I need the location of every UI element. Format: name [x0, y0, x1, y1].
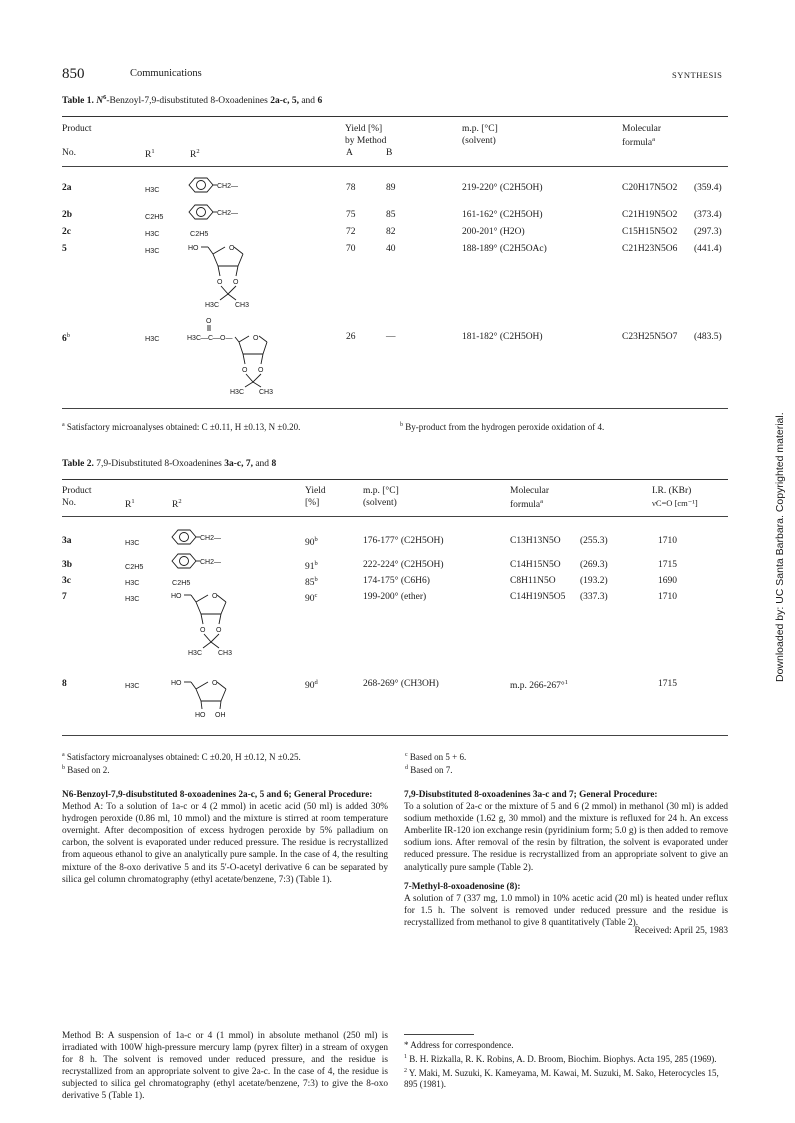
t2-col-solvent: (solvent) — [363, 498, 397, 508]
svg-text:O: O — [206, 318, 212, 325]
t2-row-no: 3b — [62, 560, 73, 570]
t1-row-r1: H3C — [145, 229, 160, 238]
svg-text:O: O — [258, 367, 264, 374]
t1-row-mp: 161-162° (C2H5OH) — [462, 210, 543, 220]
t2-row-ir: 1710 — [658, 592, 677, 602]
journal-name: SYNTHESIS — [672, 70, 723, 80]
right-column — [404, 789, 728, 937]
benzyl-structure — [168, 552, 248, 574]
t1-row-b: 89 — [386, 183, 396, 193]
t1-row-formula: C23H25N5O7 — [622, 332, 678, 342]
t1-row-r1: H3C — [145, 246, 160, 255]
acetylribose-structure — [187, 318, 282, 396]
svg-text:H3C: H3C — [205, 302, 220, 309]
t2-col-formula: formula$^a$ — [510, 498, 543, 511]
t1-row-mw: (297.3) — [694, 227, 722, 237]
table2-title: Table 2. 7,9-Disubstituted 8-Oxoadenines 3a-c, 7, and 8 — [62, 459, 277, 469]
t1-row-a: 70 — [346, 244, 356, 254]
svg-text:HO: HO — [171, 593, 182, 600]
t2-row-mp: 222-224° (C2H5OH) — [363, 560, 444, 570]
t1-row-mp: 200-201° (H2O) — [462, 227, 525, 237]
svg-text:HO: HO — [171, 680, 182, 687]
svg-text:OH: OH — [215, 712, 226, 719]
t2-col-no: No. — [62, 498, 76, 508]
t1-col-mp: m.p. [°C] — [462, 124, 498, 134]
t1-row-formula: C20H17N5O2 — [622, 183, 678, 193]
svg-text:CH2—: CH2— — [200, 559, 222, 566]
t1-row-mw: (373.4) — [694, 210, 722, 220]
t2-col-mp: m.p. [°C] — [363, 486, 399, 496]
t1-col-r1: $R^1$ — [145, 148, 155, 161]
t1-row-r1: C2H5 — [145, 212, 164, 221]
t2-row-no: 3c — [62, 576, 71, 586]
reference-star: * Address for correspondence. — [404, 1040, 514, 1050]
svg-text:HO: HO — [195, 712, 206, 719]
t1-row-formula: C21H23N5O6 — [622, 244, 678, 254]
section-title: Communications — [130, 68, 202, 79]
t2-col-ir: I.R. (KBr) — [652, 486, 692, 496]
t2-col-r1: $R^1$ — [125, 498, 135, 511]
benzyl-structure — [168, 528, 248, 550]
t2-row-ir: 1710 — [658, 536, 677, 546]
table2-top-rule — [62, 479, 728, 480]
t2-row-formula: C14H19N5O5 — [510, 592, 566, 602]
svg-text:O: O — [233, 279, 239, 286]
t2-col-ir-unit: νC=O [cm⁻¹] — [652, 498, 698, 508]
t2-row-no: 7 — [62, 592, 67, 602]
t1-row-formula: C21H19N5O2 — [622, 210, 678, 220]
procedure-heading-3: 7-Methyl-8-oxoadenosine (8): — [404, 881, 521, 892]
svg-text:O: O — [242, 367, 248, 374]
svg-text:H3C: H3C — [230, 389, 245, 396]
t2-footnote-d: $^d$ Based on 7. — [405, 765, 453, 775]
t1-row-b: 82 — [386, 227, 396, 237]
t2-row-mp: 176-177° (C2H5OH) — [363, 536, 444, 546]
t1-col-b: B — [386, 148, 393, 158]
svg-text:CH3: CH3 — [235, 302, 250, 309]
svg-text:H3C—C—O—: H3C—C—O— — [187, 335, 233, 342]
t2-col-pct: [%] — [305, 498, 320, 508]
svg-text:O: O — [212, 593, 218, 600]
svg-text:CH3: CH3 — [218, 650, 233, 657]
t1-col-formula: formula$^a$ — [622, 136, 655, 149]
t1-row-no: 2a — [62, 183, 72, 193]
svg-text:O: O — [216, 627, 222, 634]
t2-row-yield: 90$^d$ — [305, 679, 318, 692]
t1-col-yield: Yield [%] — [345, 124, 383, 134]
svg-text:CH2—: CH2— — [217, 183, 239, 190]
received-date: Received: April 25, 1983 — [634, 926, 728, 937]
t1-row-formula: C15H15N5O2 — [622, 227, 678, 237]
t1-row-mp: 188-189° (C2H5OAc) — [462, 244, 547, 254]
t1-row-r1: H3C — [145, 334, 160, 343]
ribose-isopropylidene-structure — [188, 240, 278, 315]
t2-row-formula: m.p. 266-267°$^1$ — [510, 679, 568, 692]
t1-row-b: 40 — [386, 244, 396, 254]
t1-row-r2: C2H5 — [190, 229, 209, 238]
method-a-paragraph: Method A: To a solution of 1a-c or 4 (2 mmol) in acetic acid (50 ml) is added 30% hydrogen peroxide (0.86 ml, 10 mmol) and the mixture is stirred at room temperature overnight. After decomposition of excess hydrogen peroxide by 5% palladium on carbon, the solvent is evaporated under reduced pressure. The residue is recrystallized from aqueous ethanol to give an analytically pure sample. In the case of 4, the resulting mixture of the 8-oxo derivative 5 and its 5'-O-acetyl derivative 6 can be separated by silica gel column chromatography (ethyl acetate/benzene, 7:3) (Table 1). — [62, 802, 388, 885]
svg-text:CH2—: CH2— — [217, 210, 239, 217]
table1-header-rule — [62, 166, 728, 167]
benzyl-structure — [185, 203, 265, 225]
references — [404, 1040, 728, 1091]
t1-footnote-b: $^b$ By-product from the hydrogen peroxide oxidation of 4. — [400, 422, 605, 432]
left-column — [62, 789, 388, 886]
t2-row-yield: 91$^b$ — [305, 560, 318, 573]
ribose-isopropylidene-structure — [171, 588, 261, 663]
t2-row-formula: C8H11N5O — [510, 576, 556, 586]
t2-footnote-a: $^a$ Satisfactory microanalyses obtained: C ±0.20, H ±0.12, N ±0.25. — [62, 752, 301, 762]
t1-footnote-a: $^a$ Satisfactory microanalyses obtained: C ±0.11, H ±0.13, N ±0.20. — [62, 422, 301, 432]
t2-row-r2: C2H5 — [172, 578, 191, 587]
t1-row-mw: (441.4) — [694, 244, 722, 254]
t1-col-solvent: (solvent) — [462, 136, 496, 146]
t1-col-a: A — [346, 148, 353, 158]
t2-row-ir: 1715 — [658, 679, 677, 689]
procedure-paragraph-3: A solution of 7 (337 mg, 1.0 mmol) in 10% acetic acid (20 ml) is heated under reflux for 1.5 h. The solvent is removed under reduced pressure and the residue is recrystallized from methanol to give 8 quantitatively (Table 2). — [404, 893, 728, 928]
method-b-paragraph: Method B: A suspension of 1a-c or 4 (1 mmol) in absolute methanol (250 ml) is irradiated with 100W high-pressure mercury lamp (pyrex filter) in a stream of oxygen for 8 h. The solvent is removed under reduced pressure, and the residue is recrystallized from an appropriate solvent to give 2a-c. In the case of 4, the residue is subjected to silica gel chromatography (ethyl acetate/benzene, 7:3) to give the 8-oxo derivative 5 (Table 1). — [62, 1031, 388, 1102]
t2-footnote-c: $^c$ Based on 5 + 6. — [405, 752, 467, 762]
t2-row-yield: 90$^b$ — [305, 536, 318, 549]
svg-text:O: O — [200, 627, 206, 634]
reference-2: $^2$ Y. Maki, M. Suzuki, K. Kameyama, M. Kawai, M. Suzuki, M. Sako, Heterocycles 15, 895 (1981). — [404, 1067, 719, 1090]
t2-row-mw: (269.3) — [580, 560, 608, 570]
t2-row-mw: (193.2) — [580, 576, 608, 586]
t1-row-mw: (359.4) — [694, 183, 722, 193]
t1-col-r2: $R^2$ — [190, 148, 200, 161]
t2-col-product: Product — [62, 486, 92, 496]
t2-row-r1: H3C — [125, 538, 140, 547]
t2-row-r1: H3C — [125, 578, 140, 587]
reference-1: $^1$ B. H. Rizkalla, R. K. Robins, A. D. Broom, Biochim. Biophys. Acta 195, 285 (1969). — [404, 1053, 717, 1064]
t1-row-a: 72 — [346, 227, 356, 237]
t1-col-product: Product — [62, 124, 92, 134]
t2-row-formula: C14H15N5O — [510, 560, 561, 570]
t1-row-a: 75 — [346, 210, 356, 220]
procedure-heading: N6-Benzoyl-7,9-disubstituted 8-oxoadenines 2a-c, 5 and 6; General Procedure: — [62, 790, 373, 800]
svg-text:CH3: CH3 — [259, 389, 274, 396]
procedure-paragraph-2: To a solution of 2a-c or the mixture of 5 and 6 (2 mmol) in methanol (30 ml) is added sodium methoxide (1.62 g, 30 mmol) and the mixture is refluxed for 24 h. An excess Amberlite IR-120 ion exchange resin (pyridinium form; 5.0 g) is then added to remove sodium ions. After removal of the resin by filtration, the solvent is evaporated under reduced pressure. The residue is recrystallized from an appropriate solvent to give an analytically pure sample (Table 2). — [404, 802, 728, 873]
t2-row-ir: 1715 — [658, 560, 677, 570]
table1-top-rule — [62, 116, 728, 117]
svg-text:H3C: H3C — [188, 650, 203, 657]
table1-bottom-rule — [62, 408, 728, 409]
t1-row-mw: (483.5) — [694, 332, 722, 342]
t2-row-mw: (337.3) — [580, 592, 608, 602]
t2-row-yield: 85$^b$ — [305, 576, 318, 589]
t1-row-b: 85 — [386, 210, 396, 220]
t1-row-no: 2c — [62, 227, 71, 237]
t2-col-r2: $R^2$ — [172, 498, 182, 511]
table1-title: Table 1. $N^6-Benzoyl-7,9$-disubstituted 8-Oxoadenines 2a-c, 5, and 6 — [62, 94, 323, 107]
svg-text:O: O — [212, 680, 218, 687]
ribose-diol-structure — [171, 675, 261, 730]
t1-row-b: — — [386, 332, 396, 342]
svg-text:O: O — [229, 245, 235, 252]
procedure-heading-2: 7,9-Disubstituted 8-oxoadenines 3a-c and 7; General Procedure: — [404, 790, 658, 800]
table2-bottom-rule — [62, 735, 728, 736]
t2-footnote-b: $^b$ Based on 2. — [62, 765, 110, 775]
t1-row-a: 26 — [346, 332, 356, 342]
svg-text:HO: HO — [188, 245, 199, 252]
t2-row-yield: 90$^c$ — [305, 592, 318, 605]
t2-row-r1: C2H5 — [125, 562, 144, 571]
svg-text:O: O — [253, 335, 259, 342]
t2-row-mp: 199-200° (ether) — [363, 592, 427, 602]
t2-row-r1: H3C — [125, 594, 140, 603]
t2-row-mw: (255.3) — [580, 536, 608, 546]
t2-row-no: 8 — [62, 679, 67, 689]
t1-col-molecular: Molecular — [622, 124, 662, 134]
t2-col-molecular: Molecular — [510, 486, 550, 496]
table2-header-rule — [62, 516, 728, 517]
svg-text:CH2—: CH2— — [200, 535, 222, 542]
t2-row-no: 3a — [62, 536, 72, 546]
t2-row-mp: 174-175° (C6H6) — [363, 576, 430, 586]
benzyl-structure — [185, 176, 265, 198]
page-number: 850 — [62, 66, 85, 82]
t1-row-no: 2b — [62, 210, 73, 220]
t1-col-by-method: by Method — [345, 136, 387, 146]
t1-col-no: No. — [62, 148, 76, 158]
t1-row-mp: 181-182° (C2H5OH) — [462, 332, 543, 342]
t1-row-no: 5 — [62, 244, 67, 254]
references-rule — [404, 1034, 474, 1035]
t2-row-r1: H3C — [125, 681, 140, 690]
t2-row-mp: 268-269° (CH3OH) — [363, 679, 439, 689]
t1-row-no: 6$^b$ — [62, 332, 70, 345]
t1-row-mp: 219-220° (C2H5OH) — [462, 183, 543, 193]
svg-text:O: O — [217, 279, 223, 286]
t2-col-yield: Yield — [305, 486, 326, 496]
t2-row-ir: 1690 — [658, 576, 677, 586]
t1-row-r1: H3C — [145, 185, 160, 194]
t1-row-a: 78 — [346, 183, 356, 193]
t2-row-formula: C13H13N5O — [510, 536, 561, 546]
